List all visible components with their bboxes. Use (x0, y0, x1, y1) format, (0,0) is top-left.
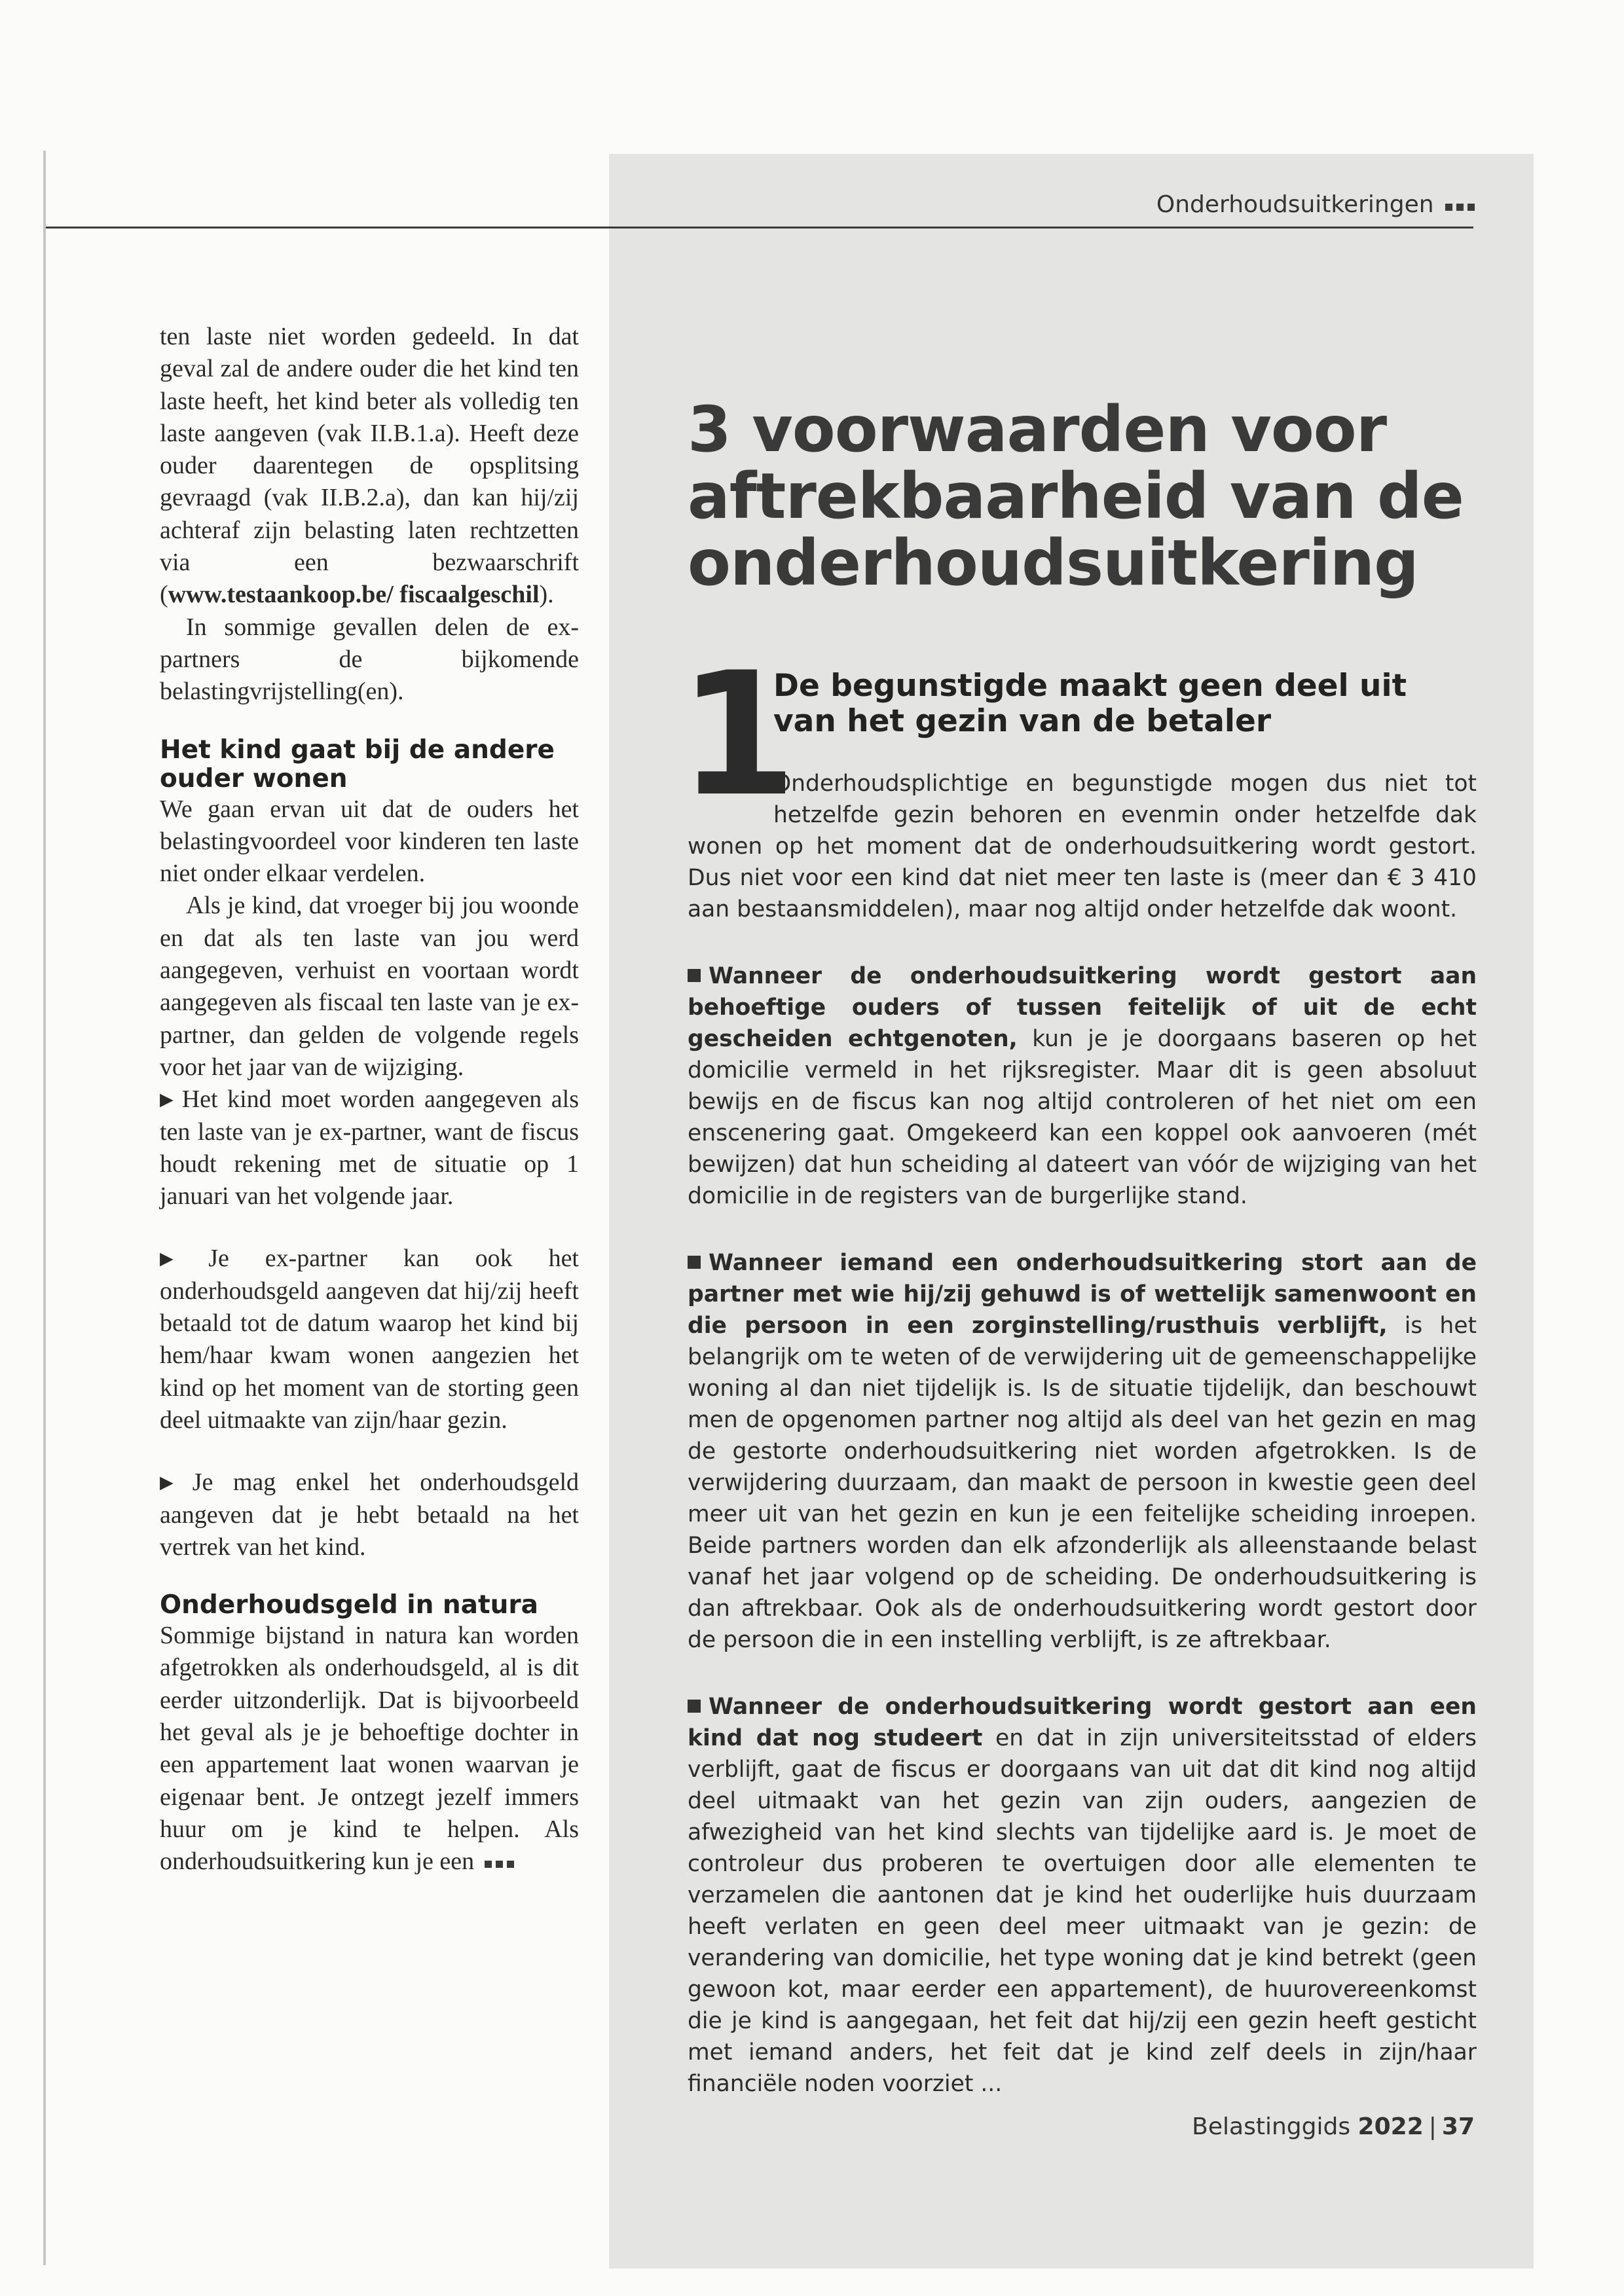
square-bullet-icon (688, 1256, 701, 1269)
square-bullet-icon (1456, 204, 1464, 211)
square-bullet-icon (485, 1861, 492, 1868)
paragraph: Als je kind, dat vroeger bij jou woonde en dat als ten laste van jou werd aangegeven, verhuist en voortaan wordt aangegeven als fiscaal ten laste van je ex-partner, dan gelden de volgende regels voor het jaar van de wijziging. (160, 892, 579, 1081)
paragraph: We gaan ervan uit dat de ouders het belastingvoordeel voor kinderen ten laste niet onder elkaar verdelen. (160, 795, 579, 888)
condition-title: De begunstigde maakt geen deel uit van het gezin van de betaler (773, 668, 1407, 739)
square-bullet-icon (496, 1861, 503, 1868)
condition-intro: Onderhoudsplichtige en begunstigde mogen dus niet tot hetzelfde gezin behoren en evenmin onder hetzelfde dak wonen op het moment dat de onderhoudsuitkering wordt gestort. Dus niet voor een kind dat niet meer ten laste is (meer dan € 3 410 aan bestaansmiddelen), maar nog altijd onder hetzelfde dak woont. (688, 771, 1477, 922)
arrow-right-icon: ▶ (160, 1089, 177, 1110)
header-rule (46, 227, 1473, 228)
condition-number: 1 (678, 636, 797, 834)
left-column (160, 321, 579, 1878)
square-bullet-icon (688, 1700, 701, 1713)
bullet-paragraph: Wanneer de onderhoudsuitkering wordt gestort aan een kind dat nog studeert en dat in zijn universiteitsstad of elders verblijft, gaat de fiscus er doorgaans van uit dat dit kind nog altijd deel uitmaakt van het gezin van zijn ouders, aangezien de afwezigheid van het kind slechts van tijdelijke aard is. Je moet de controleur dus proberen te overtuigen door alle elementen te verzamelen die aantonen dat je kind het ouderlijke huis duurzaam heeft verlaten en geen deel meer uitmaakt van je gezin: de verandering van domicilie, het type woning dat je kind betrekt (geen gewoon kot, maar eerder een appartement), de huurovereenkomst die je kind is aangegaan, het feit dat hij/zij een gezin heeft gesticht met iemand anders, het feit dat je kind zelf deels in zijn/haar financiële noden voorziet ... (688, 1694, 1477, 2097)
paragraph: Sommige bijstand in natura kan worden afgetrokken als onderhoudsgeld, al is dit eerder uitzonderlijk. Dat is bijvoorbeeld het geval als je je behoeftige dochter in een appartement laat wonen waarvan je eigenaar bent. Je ontzegt jezelf immers huur om je kind te helpen. Als onderhoudsuitkering kun je een (160, 1622, 579, 1876)
bullet-paragraph: Wanneer de onderhoudsuitkering wordt gestort aan behoeftige ouders of tussen feitelijk of uit de echt gescheiden echtgenoten, kun je je doorgaans baseren op het domicilie vermeld in het rijksregister. Maar dit is geen absoluut bewijs en de fiscus kan nog altijd controleren of het niet om een enscenering gaat. Omgekeerd kan een koppel ook aanvoeren (mét bewijzen) dat hun scheiding al dateert van vóór de wijziging van het domicilie in de registers van de burgerlijke stand. (688, 963, 1477, 1209)
page-title: 3 voorwaarden voor aftrekbaarheid van de onderhoudsuitkering (688, 393, 1464, 600)
magazine-name: Belastinggids (1192, 2113, 1351, 2140)
arrow-right-icon: ▶ (160, 1472, 187, 1493)
square-bullet-icon (1467, 204, 1475, 211)
paragraph: In sommige gevallen delen de ex-partners de bijkomende belastingvrijstelling(en). (160, 613, 579, 706)
paragraph: ten laste niet worden gedeeld. In dat geval zal de andere ouder die het kind ten laste heeft, het kind beter als volledig ten laste aangeven (vak II.B.1.a). Heeft deze ouder daarentegen de opsplitsing gevraagd (vak II.B.2.a), dan kan hij/zij achteraf zijn belasting laten rechtzetten via een bezwaarschrift (www.testaankoop.be/ fiscaalgeschil). (160, 323, 579, 609)
section-heading: Onderhoudsgeld in natura (160, 1590, 538, 1620)
bullet-paragraph: Wanneer iemand een onderhoudsuitkering stort aan de partner met wie hij/zij gehuwd is of wettelijk samenwoont en die persoon in een zorginstelling/rusthuis verblijft, is het belangrijk om te weten of de verwijdering uit de gemeenschappelijke woning al dan niet tijdelijk is. Is de situatie tijdelijk, dan beschouwt men de opgenomen partner nog altijd als deel van het gezin en mag de gestorte onderhoudsuitkering niet worden afgetrokken. Is de verwijdering duurzaam, dan maakt de persoon in kwestie geen deel meer uit van het gezin en kun je een feitelijke scheiding inroepen. Beide partners worden dan elk afzonderlijk als alleenstaande belast vanaf het jaar volgend op de scheiding. De onderhoudsuitkering is dan aftrekbaar. Ook als de onderhoudsuitkering wordt gestort door de persoon die in een instelling verblijft, is ze aftrekbaar. (688, 1250, 1477, 1653)
footer-divider: | (1428, 2113, 1437, 2140)
section-title: Onderhoudsuitkeringen (1156, 191, 1434, 218)
arrow-item: ▶ Je ex-partner kan ook het onderhoudsgeld aangeven dat hij/zij heeft betaald tot de datum waarop het kind bij hem/haar kwam wonen aangezien het kind op het moment van de storting geen deel uitmaakte van zijn/haar gezin. (160, 1245, 579, 1434)
right-column (678, 393, 1477, 2100)
arrow-item: ▶ Je mag enkel het onderhoudsgeld aangeven dat je hebt betaald na het vertrek van het kind. (160, 1468, 580, 1561)
condition-block (678, 636, 1477, 925)
square-bullet-icon (1445, 204, 1452, 211)
link-text[interactable]: www.testaankoop.be/ fiscaalgeschil (168, 581, 540, 609)
page-footer (1192, 2113, 1475, 2140)
scan-edge-line (43, 151, 46, 2265)
arrow-right-icon: ▶ (160, 1248, 204, 1269)
page-number: 37 (1441, 2113, 1475, 2140)
arrow-item: ▶ Het kind moet worden aangegeven als ten laste van je ex-partner, want de fiscus houdt rekening met de situatie op 1 januari van het volgende jaar. (160, 1085, 579, 1211)
section-heading: Het kind gaat bij de andere ouder wonen (160, 735, 555, 793)
square-bullet-icon (507, 1861, 514, 1868)
running-head (1156, 191, 1475, 218)
magazine-year: 2022 (1357, 2113, 1424, 2140)
square-bullet-icon (688, 969, 701, 982)
